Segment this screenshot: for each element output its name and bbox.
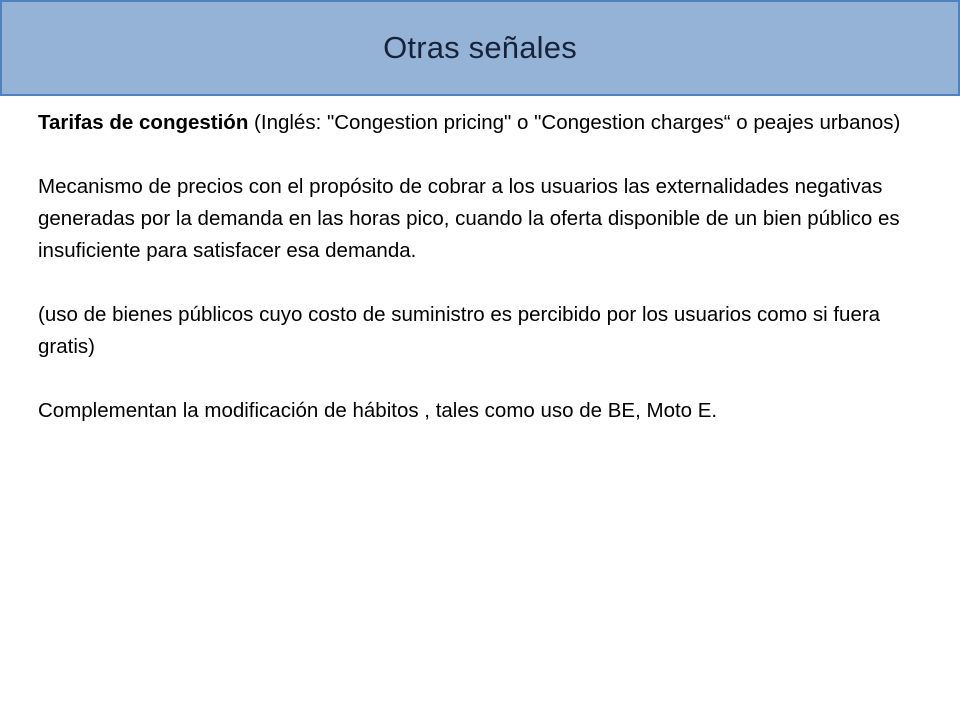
intro-paragraph — [38, 107, 928, 139]
slide-body — [38, 107, 928, 427]
intro-term: Tarifas de congestión — [38, 111, 249, 134]
slide-title-bar — [0, 0, 960, 96]
complement-paragraph: Complementan la modificación de hábitos , tales como uso de BE, Moto E. — [38, 399, 718, 422]
definition-paragraph: Mecanismo de precios con el propósito de cobrar a los usuarios las externalidades negativas generadas por la demanda en las horas pico, cuando la oferta disponible de un bien público es insuficiente para satisfacer esa demanda. — [38, 175, 900, 262]
note-paragraph: (uso de bienes públicos cuyo costo de suministro es percibido por los usuarios como si fuera gratis) — [38, 303, 881, 358]
slide-title: Otras señales — [383, 30, 577, 65]
intro-rest: (Inglés: "Congestion pricing" o "Congestion charges“ o peajes urbanos) — [248, 111, 901, 134]
